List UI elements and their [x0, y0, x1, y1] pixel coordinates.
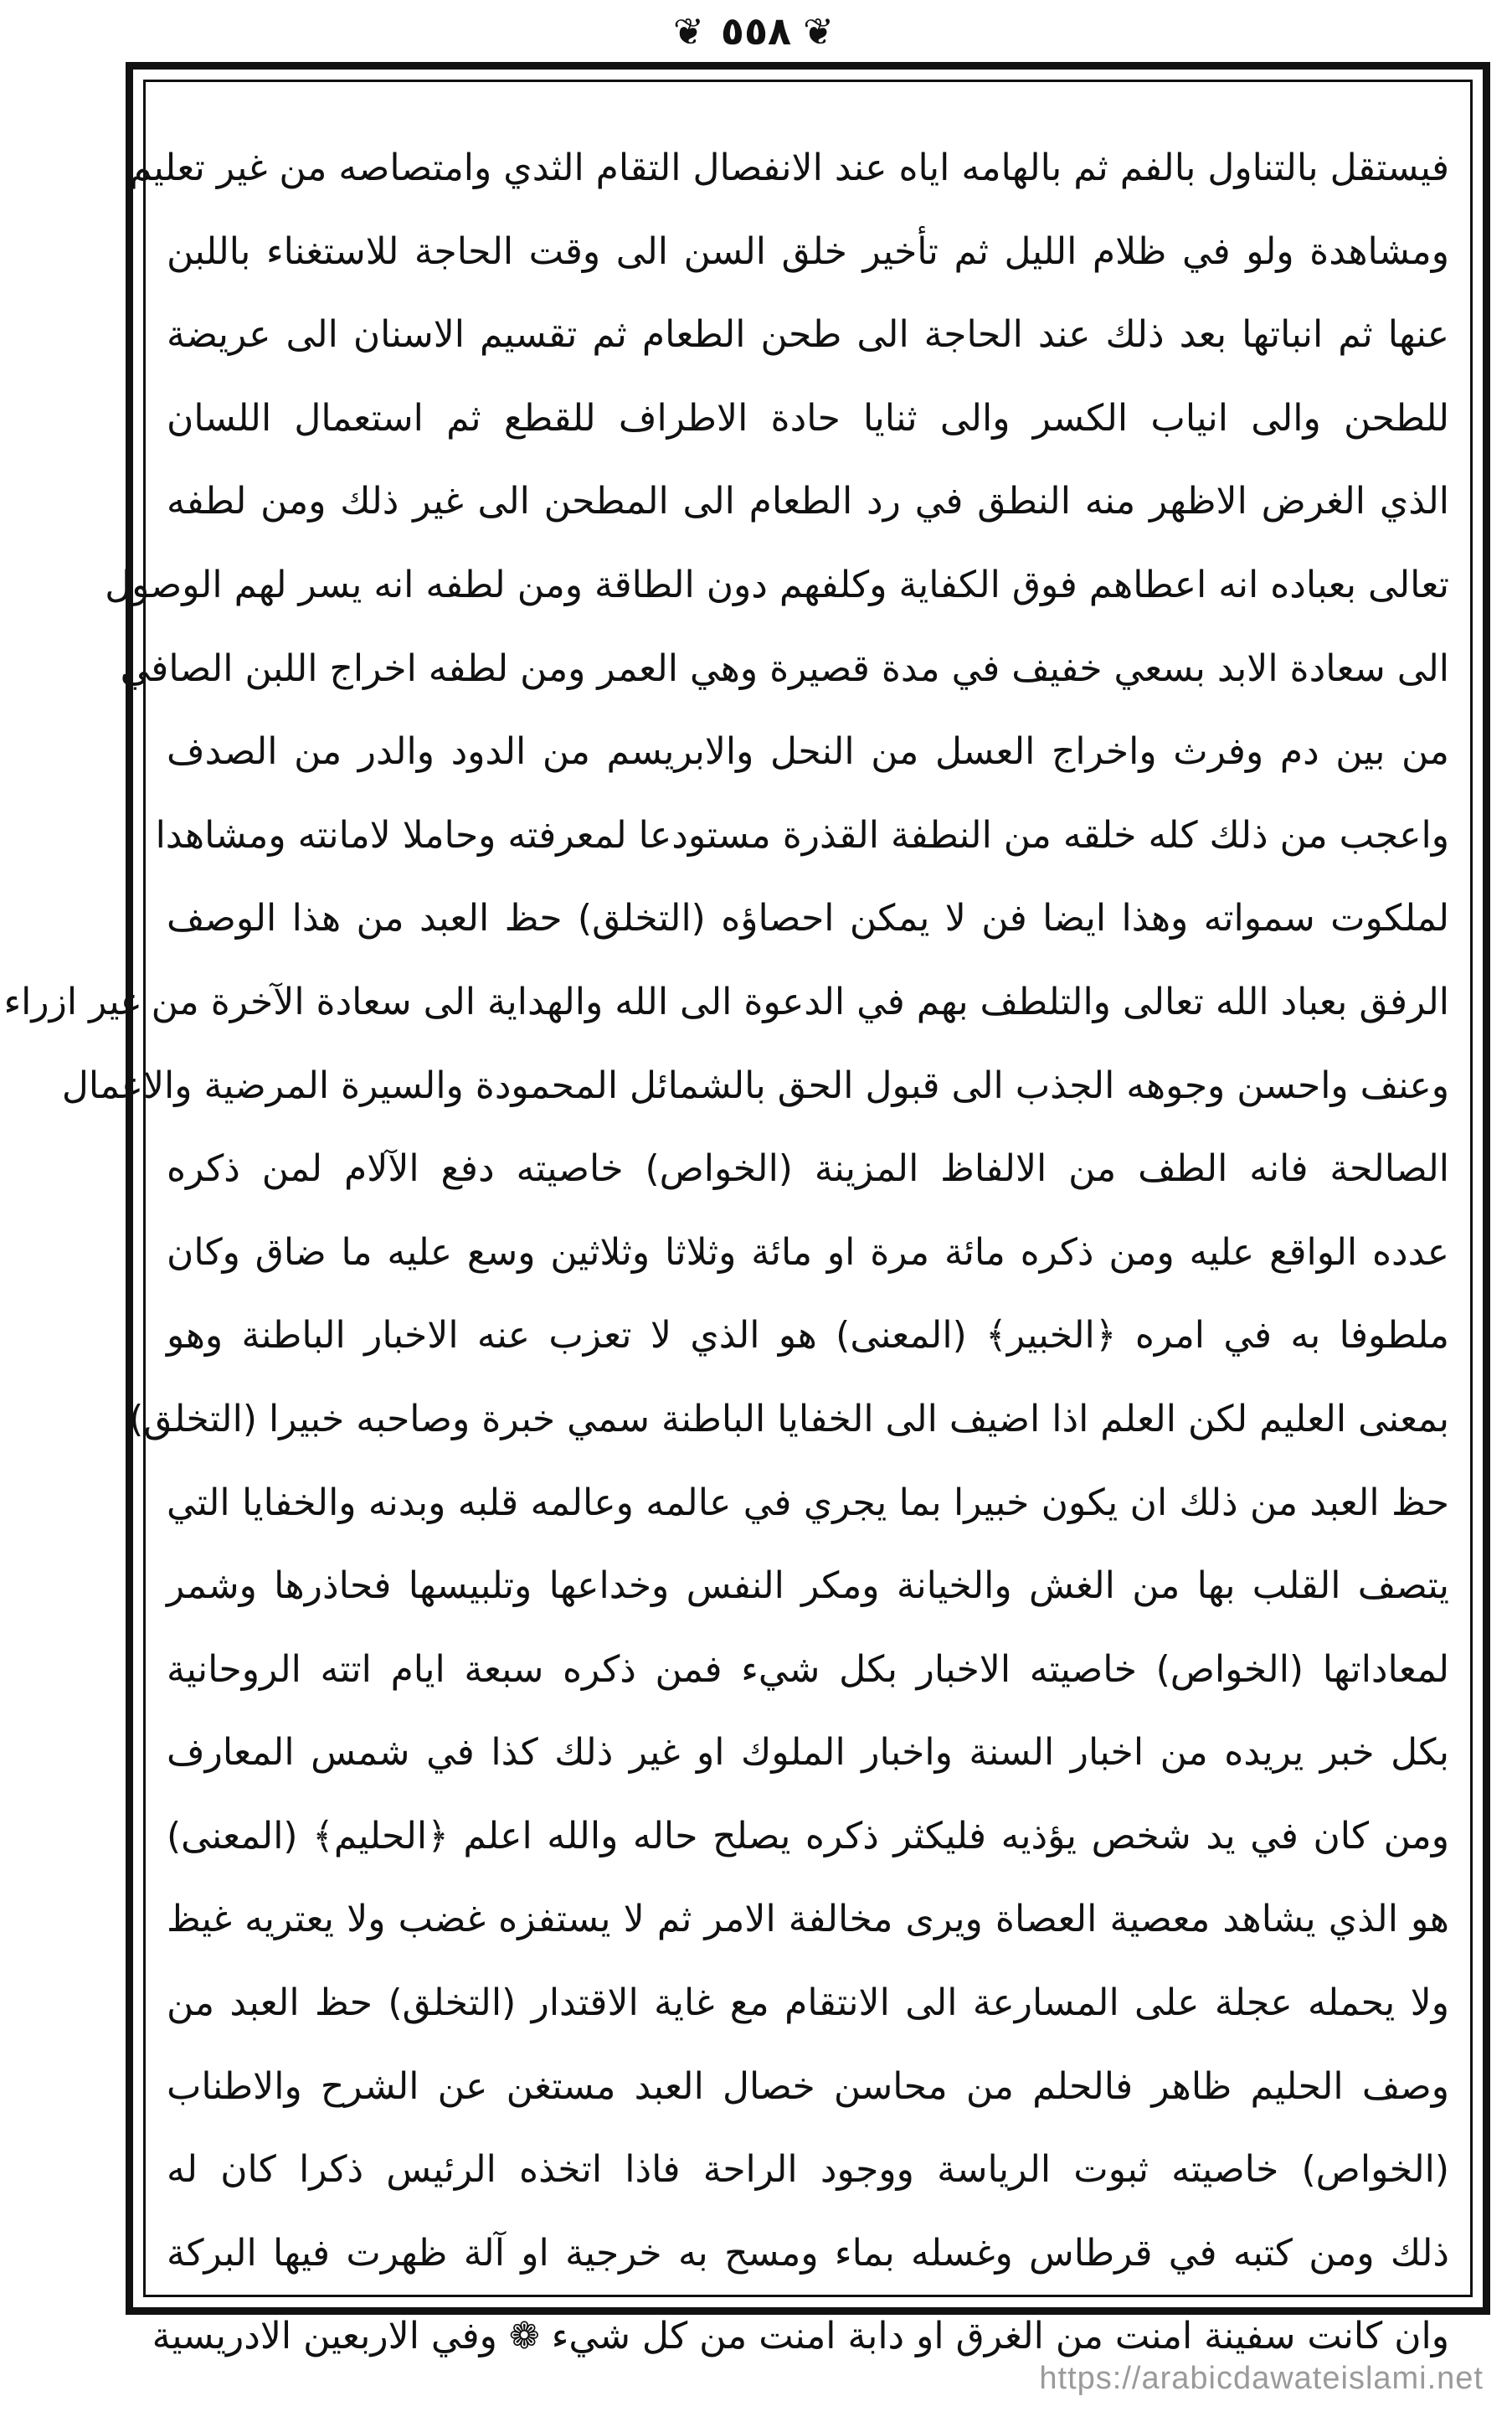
text-line-13: الصالحة فانه الطف من الالفاظ المزينة (الخواص) خاصيته دفع الآلام لمن ذكره: [167, 1147, 1449, 1191]
floral-ornament-left-icon: ❦: [673, 11, 709, 54]
text-line-10: لملكوت سمواته وهذا ايضا فن لا يمكن احصاؤه (التخلق) حظ العبد من هذا الوصف: [167, 897, 1449, 940]
text-line-8: من بين دم وفرث واخراج العسل من النحل والابريسم من الدود والدر من الصدف: [167, 730, 1449, 774]
text-line-16: بمعنى العليم لكن العلم اذا اضيف الى الخفايا الباطنة سمي خبرة وصاحبه خبيرا (التخلق): [129, 1397, 1449, 1440]
text-line-4: للطحن والى انياب الكسر والى ثنايا حادة الاطراف للقطع ثم استعمال اللسان: [167, 396, 1449, 440]
text-line-3: عنها ثم انباتها بعد ذلك عند الحاجة الى طحن الطعام ثم تقسيم الاسنان الى عريضة: [167, 313, 1449, 357]
text-line-19: لمعاداتها (الخواص) خاصيته الاخبار بكل شيء فمن ذكره سبعة ايام اتته الروحانية: [167, 1647, 1449, 1691]
text-line-21: ومن كان في يد شخص يؤذيه فليكثر ذكره يصلح حاله والله اعلم ﴿الحليم﴾ (المعنى): [167, 1814, 1449, 1858]
text-line-20: بكل خبر يريده من اخبار السنة واخبار الملوك او غير ذلك كذا في شمس المعارف: [167, 1731, 1449, 1775]
text-line-2: ومشاهدة ولو في ظلام الليل ثم تأخير خلق السن الى وقت الحاجة للاستغناء باللبن: [167, 229, 1449, 273]
text-line-9: واعجب من ذلك كله خلقه من النطفة القذرة مستودعا لمعرفته وحاملا لامانته ومشاهدا: [155, 813, 1449, 857]
text-body: [3, 126, 1449, 2378]
text-line-5: الذي الغرض الاظهر منه النطق في رد الطعام الى المطحن الى غير ذلك ومن لطفه: [167, 480, 1449, 523]
text-line-17: حظ العبد من ذلك ان يكون خبيرا بما يجري في عالمه وعالمه قلبه وبدنه والخفايا التي: [167, 1481, 1449, 1524]
text-line-25: (الخواص) خاصيته ثبوت الرياسة ووجود الراحة فاذا اتخذه الرئيس ذكرا كان له: [167, 2148, 1449, 2192]
text-line-27: وان كانت سفينة امنت من الغرق او دابة امنت من كل شيء ❁ وفي الاربعين الادريسية: [152, 2315, 1449, 2358]
text-line-24: وصف الحليم ظاهر فالحلم من محاسن خصال العبد مستغن عن الشرح والاطناب: [167, 2064, 1449, 2108]
floral-ornament-right-icon: ❦: [803, 11, 839, 54]
text-line-12: وعنف واحسن وجوهه الجذب الى قبول الحق بالشمائل المحمودة والسيرة المرضية والاعمال: [61, 1064, 1449, 1107]
text-line-11: الرفق بعباد الله تعالى والتلطف بهم في الدعوة الى الله والهداية الى سعادة الآخرة من غير ازراء: [3, 980, 1449, 1023]
text-line-6: تعالى بعباده انه اعطاهم فوق الكفاية وكلفهم دون الطاقة ومن لطفه انه يسر لهم الوصول: [105, 563, 1449, 606]
source-watermark: https://arabicdawateislami.net: [1039, 2361, 1484, 2396]
text-line-22: هو الذي يشاهد معصية العصاة ويرى مخالفة الامر ثم لا يستفزه غضب ولا يعتريه غيظ: [167, 1898, 1449, 1941]
text-line-14: عدده الواقع عليه ومن ذكره مائة مرة او مائة وثلاثا وثلاثين وسع عليه ما ضاق وكان: [167, 1230, 1449, 1274]
page-number: ٥٥٨: [720, 8, 792, 54]
text-line-18: يتصف القلب بها من الغش والخيانة ومكر النفس وخداعها وتلبيسها فحاذرها وشمر: [167, 1564, 1449, 1608]
page-header: [0, 8, 1512, 54]
text-line-23: ولا يحمله عجلة على المسارعة الى الانتقام مع غاية الاقتدار (التخلق) حظ العبد من: [167, 1981, 1449, 2025]
text-line-1: فيستقل بالتناول بالفم ثم بالهامه اياه عند الانفصال التقام الثدي وامتصاصه من غير تعليم: [129, 147, 1449, 189]
page-border-outer: [3, 62, 1490, 2358]
text-line-7: الى سعادة الابد بسعي خفيف في مدة قصيرة وهي العمر ومن لطفه اخراج اللبن الصافي: [120, 647, 1449, 690]
text-line-15: ملطوفا به في امره ﴿الخبير﴾ (المعنى) هو الذي لا تعزب عنه الاخبار الباطنة وهو: [167, 1314, 1449, 1358]
text-line-26: ذلك ومن كتبه في قرطاس وغسله بماء ومسح به خرجية او آلة ظهرت فيها البركة: [167, 2231, 1449, 2275]
